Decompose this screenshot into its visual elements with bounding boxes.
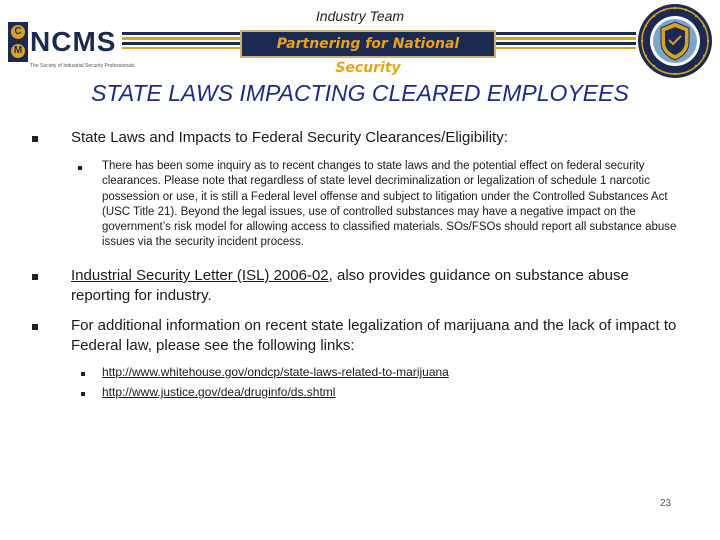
bullet-marker-icon [32,274,38,280]
logo-subtitle: The Society of Industrial Security Professionals [30,63,135,69]
bullet-marker-icon [32,136,38,142]
banner-text: Partnering for National Security [276,36,460,76]
ncms-logo [8,22,135,74]
page-number: 23 [660,498,672,509]
bullet-2-text-after: , also provides guidance on substance abuse reporting for industry. [71,267,629,304]
logo-letter-m: M [11,44,25,58]
isl-2006-02-link[interactable]: Industrial Security Letter (ISL) 2006-02 [71,267,329,284]
bullet-2-text [71,266,686,306]
bullet-1-text: State Laws and Impacts to Federal Security Clearances/Eligibility: [71,129,508,146]
justice-link[interactable]: http://www.justice.gov/dea/druginfo/ds.shtml [102,385,336,399]
dss-seal-icon [636,2,714,80]
slide-title: STATE LAWS IMPACTING CLEARED EMPLOYEES [91,80,629,106]
bullet-3-text: For additional information on recent state legalization of marijuana and the lack of impact to Federal law, please see the following links: [71,317,677,354]
partnering-banner [240,30,496,76]
sub-bullet-marker-icon [81,392,85,396]
bullet-marker-icon [32,324,38,330]
industry-team-label: Industry Team [315,8,405,24]
sub-bullet-marker-icon [78,166,82,170]
logo-letter-c: C [11,25,25,39]
sub-bullet-marker-icon [81,372,85,376]
bullet-1-subtext: There has been some inquiry as to recent changes to state laws and the potential effect on federal security clearances. Please note that regardless of state level decriminalization or legalization of schedule 1 narcotic possession or use, it is still a Federal level offense and subject to litigation under the Controlled Substances Act (USC Title 21). Beyond the legal issues, use of controlled substances may have a negative impact on the government’s risk model for allowing access to classified materials. SOs/FSOs should report all substance abuse issues via the security incident process. [102,160,677,249]
logo-cm-badge [8,22,28,62]
whitehouse-link[interactable]: http://www.whitehouse.gov/ondcp/state-laws-related-to-marijuana [102,365,449,379]
logo-wordmark: NCMS [30,26,117,57]
